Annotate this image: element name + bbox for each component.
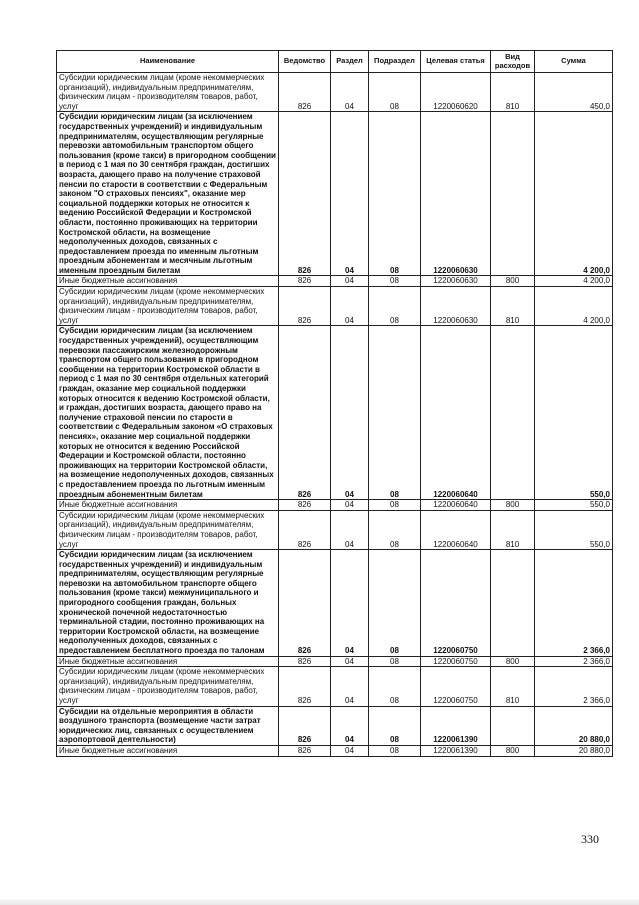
cell-vid: 810 (491, 510, 535, 549)
header-summa: Сумма (535, 51, 613, 73)
cell-vid: 800 (491, 656, 535, 667)
cell-name: Иные бюджетные ассигнования (57, 656, 279, 667)
cell-target: 1220060750 (421, 550, 491, 657)
cell-podrazdel: 08 (369, 510, 421, 549)
scan-edge (0, 899, 639, 905)
table-row (57, 112, 613, 276)
cell-razdel: 04 (331, 706, 369, 745)
cell-summa: 2 366,0 (535, 550, 613, 657)
cell-podrazdel: 08 (369, 276, 421, 287)
cell-target: 1220061390 (421, 706, 491, 745)
cell-summa: 20 880,0 (535, 745, 613, 756)
cell-podrazdel: 08 (369, 656, 421, 667)
cell-name: Субсидии юридическим лицам (кроме некоммерческих организаций), индивидуальным предпринимателям, физическим лицам - производителям товаров, работ, услуг (57, 667, 279, 706)
cell-summa: 550,0 (535, 510, 613, 549)
cell-name: Субсидии юридическим лицам (за исключением государственных учреждений) и индивидуальным предпринимателям, осуществляющим регулярные перевозки на автомобильном транспорте общего пользования (кроме такси) межмуниципального и пригородного сообщения граждан, больных хронической почечной недостаточностью терминальной стадии, постоянно проживающих на территории Костромской области, на возмещение недополученных доходов, связанных с предоставлением бесплатного проезда по талонам (57, 550, 279, 657)
cell-podrazdel: 08 (369, 745, 421, 756)
table-body (57, 73, 613, 757)
cell-summa: 2 366,0 (535, 667, 613, 706)
cell-summa: 4 200,0 (535, 112, 613, 276)
cell-target: 1220060750 (421, 656, 491, 667)
cell-summa: 4 200,0 (535, 276, 613, 287)
header-target: Целевая статья (421, 51, 491, 73)
cell-razdel: 04 (331, 276, 369, 287)
cell-target: 1220060630 (421, 112, 491, 276)
table-row (57, 500, 613, 511)
cell-target: 1220060630 (421, 287, 491, 326)
cell-vedomstvo: 826 (279, 112, 331, 276)
cell-vedomstvo: 826 (279, 276, 331, 287)
cell-name: Субсидии юридическим лицам (кроме некоммерческих организаций), индивидуальным предпринимателям, физическим лицам - производителям товаров, работ, услуг (57, 510, 279, 549)
cell-vid (491, 326, 535, 500)
cell-podrazdel: 08 (369, 500, 421, 511)
cell-vedomstvo: 826 (279, 500, 331, 511)
table-row (57, 510, 613, 549)
cell-target: 1220060640 (421, 510, 491, 549)
table-row (57, 706, 613, 745)
cell-name: Иные бюджетные ассигнования (57, 745, 279, 756)
table-row (57, 73, 613, 112)
cell-podrazdel: 08 (369, 112, 421, 276)
cell-vedomstvo: 826 (279, 287, 331, 326)
cell-vid (491, 706, 535, 745)
table-row (57, 745, 613, 756)
cell-razdel: 04 (331, 656, 369, 667)
cell-vedomstvo: 826 (279, 656, 331, 667)
cell-summa: 20 880,0 (535, 706, 613, 745)
page-number: 330 (581, 832, 599, 846)
cell-vedomstvo: 826 (279, 326, 331, 500)
cell-podrazdel: 08 (369, 550, 421, 657)
cell-name: Субсидии юридическим лицам (за исключением государственных учреждений) и индивидуальным предпринимателям, осуществляющим регулярные перевозки автомобильным транспортом общего пользования (кроме такси) в пригородном сообщении в период с 1 мая по 30 сентября граждан, достигших возраста, дающего право на получение страховой пенсии по старости в соответствии с Федеральным законом "О страховых пенсиях", оказание мер социальной поддержки которых не относится к ведению Российской Федерации и Костромской области, постоянно проживающих на территории Костромской области, на возмещение недополученных доходов, связанных с предоставлением проезда по именным льготным проездным абонементам и месячным льготным именным проездным билетам (57, 112, 279, 276)
cell-razdel: 04 (331, 287, 369, 326)
cell-summa: 550,0 (535, 326, 613, 500)
cell-podrazdel: 08 (369, 706, 421, 745)
header-razdel: Раздел (331, 51, 369, 73)
cell-name: Субсидии юридическим лицам (за исключением государственных учреждений), осуществляющим перевозки пассажирским железнодорожным транспортом общего пользования в пригородном сообщении на территории Костромской области в период с 1 мая по 30 сентября отдельных категорий граждан, оказание мер социальной поддержки которых относится к ведению Костромской области, и граждан, достигших возраста, дающего право на получение страховой пенсии по старости в соответствии с Федеральным законом «О страховых пенсиях», оказание мер социальной поддержки которых не относится к ведению Российской Федерации и Костромской области, постоянно проживающих на территории Костромской области, на возмещение недополученных доходов, связанных с предоставлением проезда по льготным именным проездным абонементным билетам (57, 326, 279, 500)
cell-name: Субсидии юридическим лицам (кроме некоммерческих организаций), индивидуальным предпринимателям, физическим лицам - производителям товаров, работ, услуг (57, 73, 279, 112)
cell-summa: 2 366,0 (535, 656, 613, 667)
header-podrazdel: Подраздел (369, 51, 421, 73)
cell-vid: 800 (491, 276, 535, 287)
cell-podrazdel: 08 (369, 73, 421, 112)
cell-podrazdel: 08 (369, 667, 421, 706)
cell-name: Иные бюджетные ассигнования (57, 276, 279, 287)
cell-razdel: 04 (331, 73, 369, 112)
cell-name: Иные бюджетные ассигнования (57, 500, 279, 511)
budget-table (56, 50, 613, 757)
table-row (57, 326, 613, 500)
cell-vedomstvo: 826 (279, 73, 331, 112)
table-row (57, 287, 613, 326)
table-row (57, 656, 613, 667)
cell-razdel: 04 (331, 510, 369, 549)
cell-target: 1220061390 (421, 745, 491, 756)
cell-vid (491, 112, 535, 276)
cell-vid: 800 (491, 500, 535, 511)
cell-vedomstvo: 826 (279, 745, 331, 756)
cell-razdel: 04 (331, 500, 369, 511)
cell-target: 1220060640 (421, 326, 491, 500)
cell-vedomstvo: 826 (279, 510, 331, 549)
cell-razdel: 04 (331, 667, 369, 706)
cell-vid: 810 (491, 667, 535, 706)
cell-vedomstvo: 826 (279, 550, 331, 657)
header-vedomstvo: Ведомство (279, 51, 331, 73)
cell-target: 1220060750 (421, 667, 491, 706)
cell-razdel: 04 (331, 550, 369, 657)
cell-vid: 810 (491, 287, 535, 326)
cell-vid: 810 (491, 73, 535, 112)
cell-name: Субсидии на отдельные мероприятия в области воздушного транспорта (возмещение части затрат юридических лиц, связанных с осуществлением аэропортовой деятельности) (57, 706, 279, 745)
cell-target: 1220060640 (421, 500, 491, 511)
cell-razdel: 04 (331, 326, 369, 500)
header-name: Наименование (57, 51, 279, 73)
cell-podrazdel: 08 (369, 326, 421, 500)
table-row (57, 550, 613, 657)
header-vid: Вид расходов (491, 51, 535, 73)
cell-summa: 4 200,0 (535, 287, 613, 326)
cell-summa: 550,0 (535, 500, 613, 511)
cell-summa: 450,0 (535, 73, 613, 112)
table-row (57, 276, 613, 287)
cell-target: 1220060620 (421, 73, 491, 112)
cell-name: Субсидии юридическим лицам (кроме некоммерческих организаций), индивидуальным предпринимателям, физическим лицам - производителям товаров, работ, услуг (57, 287, 279, 326)
cell-razdel: 04 (331, 112, 369, 276)
table-row (57, 667, 613, 706)
cell-podrazdel: 08 (369, 287, 421, 326)
table-header-row (57, 51, 613, 73)
cell-target: 1220060630 (421, 276, 491, 287)
cell-vedomstvo: 826 (279, 706, 331, 745)
cell-razdel: 04 (331, 745, 369, 756)
cell-vedomstvo: 826 (279, 667, 331, 706)
cell-vid: 800 (491, 745, 535, 756)
cell-vid (491, 550, 535, 657)
